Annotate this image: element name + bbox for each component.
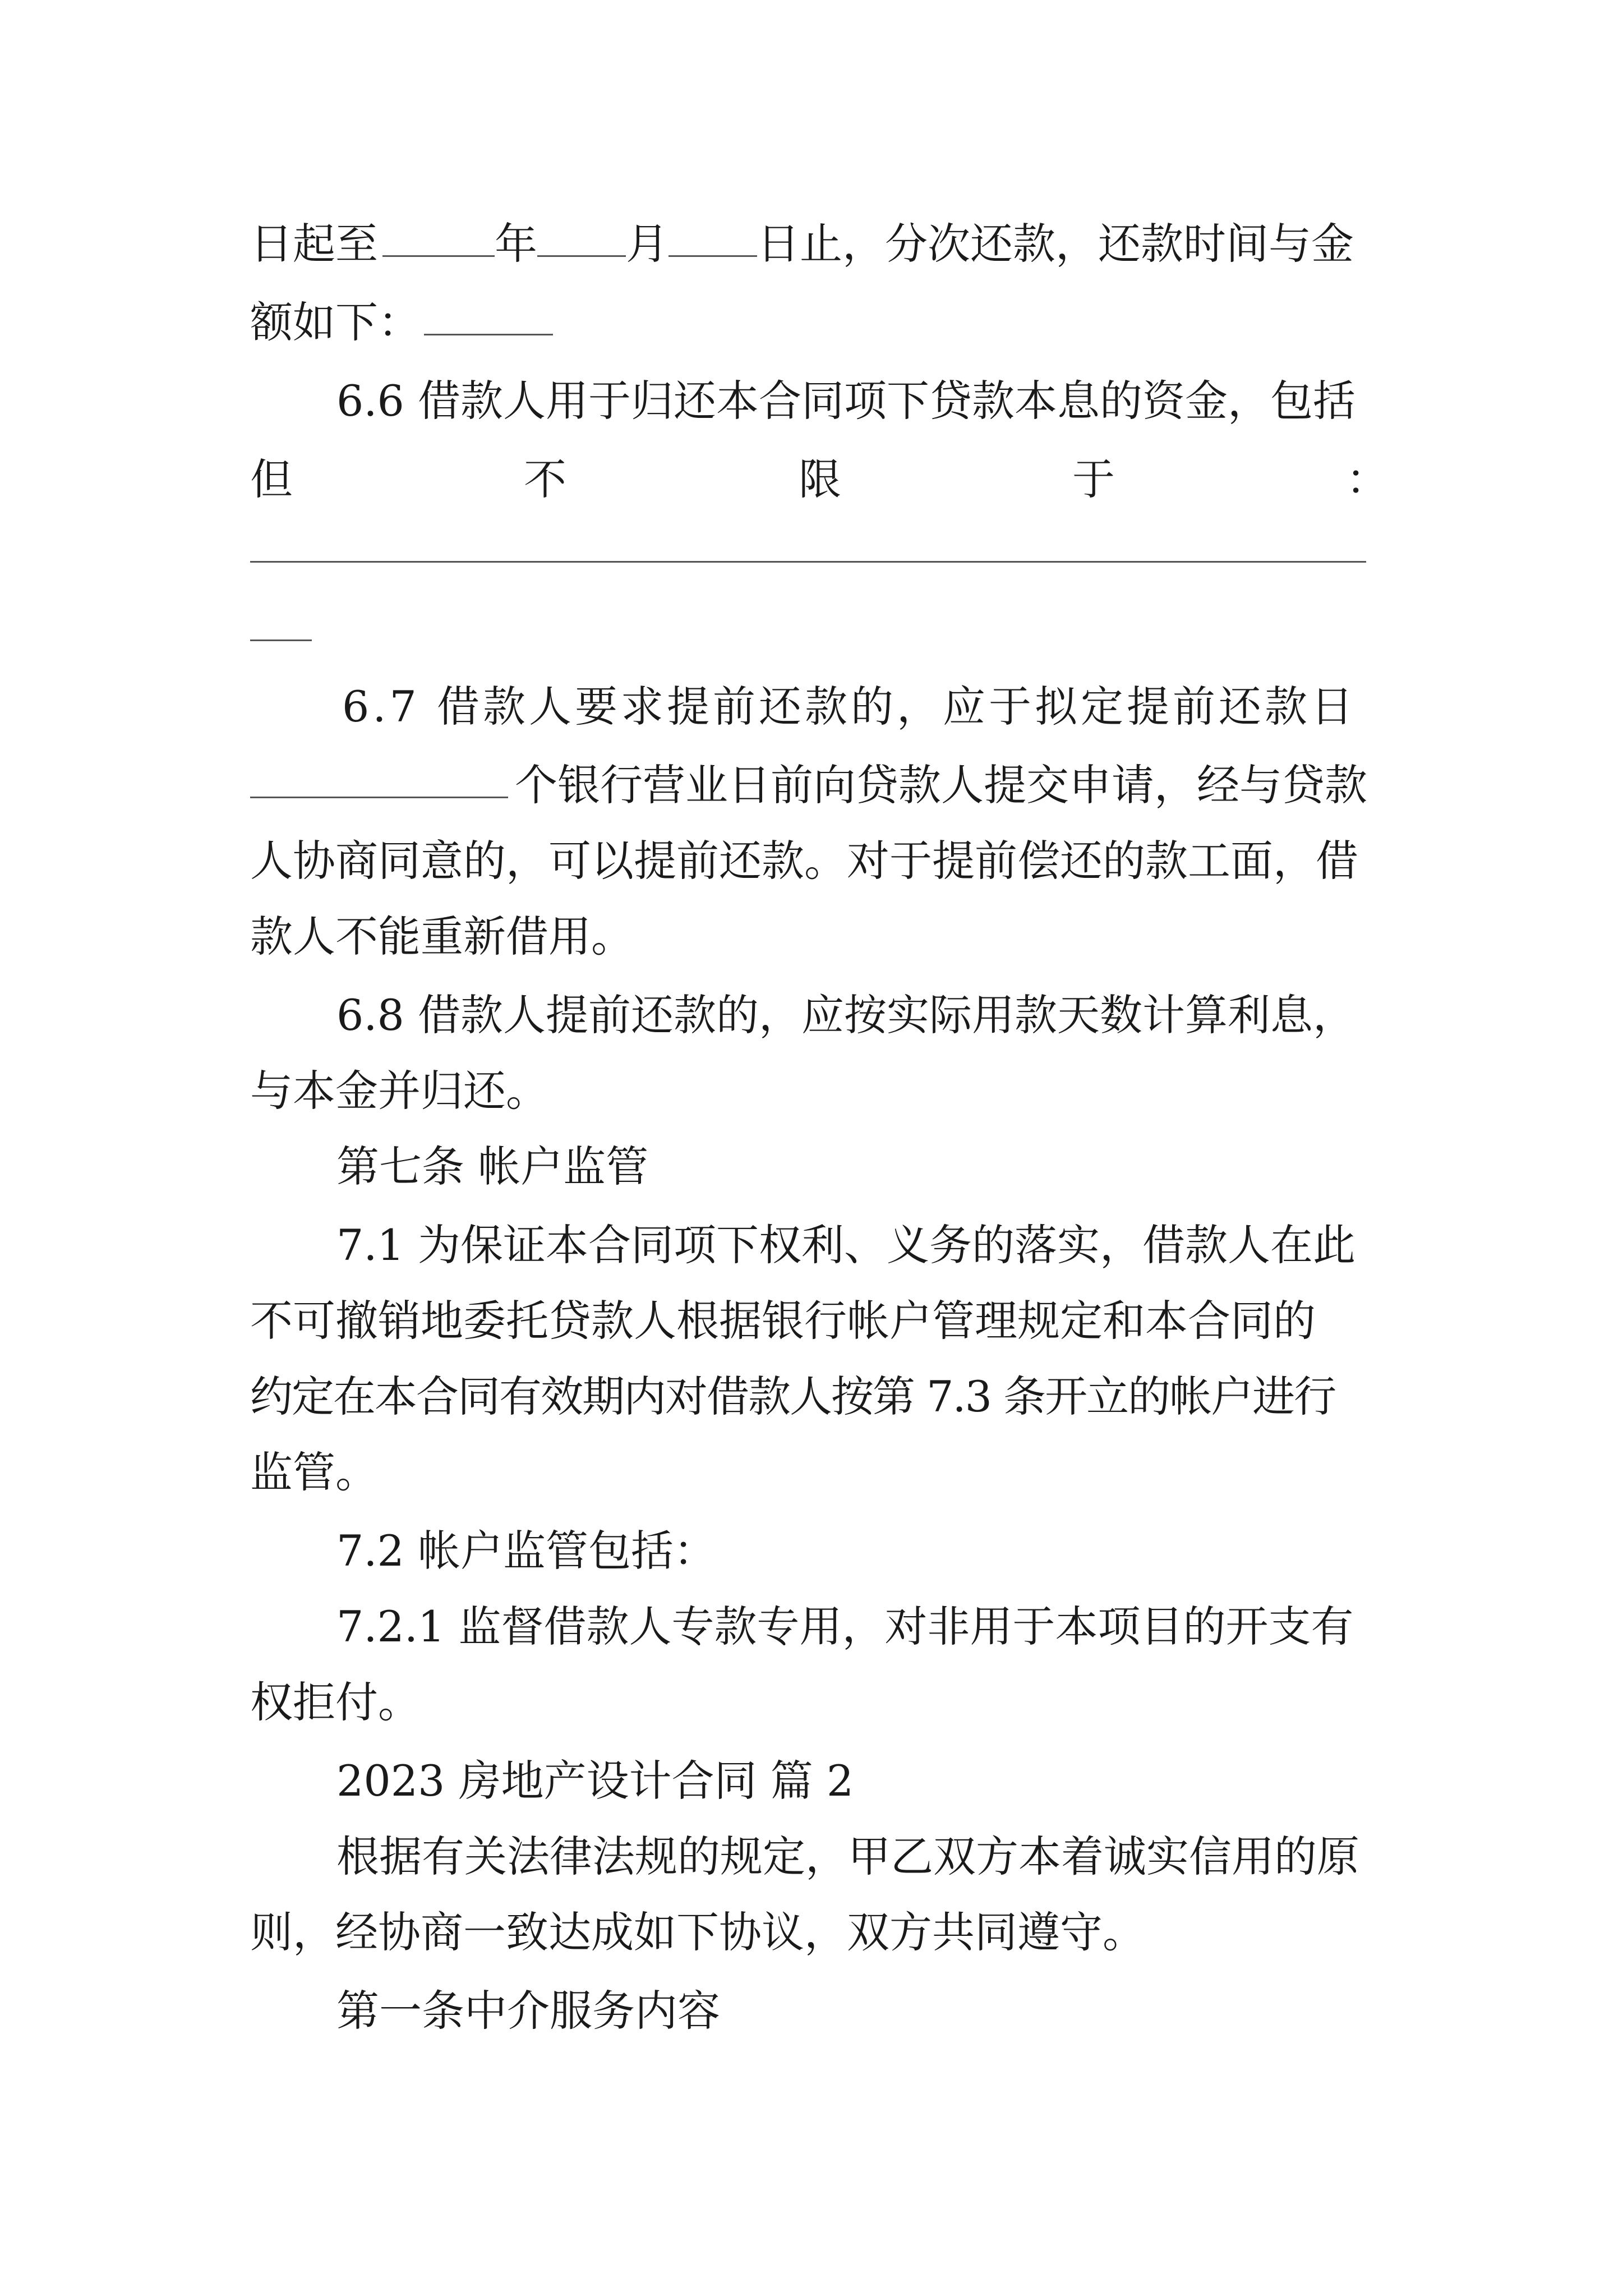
text-line — [0, 362, 1623, 440]
text-segment: 不 — [524, 454, 566, 504]
text-segment: 于 — [1072, 454, 1115, 504]
clause-7-1: 7.1 为保证本合同项下权利、义务的落实，借款人在此 — [336, 1220, 1356, 1270]
text-line — [0, 898, 1623, 976]
text-segment: 但 — [250, 454, 293, 504]
text-segment: 权拒付。 — [250, 1677, 421, 1727]
article-1-title: 第一条中介服务内容 — [336, 1986, 720, 2036]
clause-6-6: 6.6 借款人用于归还本合同项下贷款本息的资金，包括 — [336, 376, 1356, 426]
fill-in-rule — [250, 561, 1366, 563]
text-segment: 人协商同意的，可以提前还款。对于提前偿还的款工面，借 — [250, 836, 1358, 886]
clause-7-2-1: 7.2.1 监督借款人专款专用，对非用于本项目的开支有 — [336, 1602, 1354, 1651]
text-line-justified — [0, 440, 1623, 519]
text-segment: 则，经协商一致达成如下协议，双方共同遵守。 — [250, 1907, 1145, 1957]
text-segment: 日止，分次还款，还款时间与金 — [757, 219, 1354, 269]
section-2-title: 2023 房地产设计合同 篇 2 — [336, 1756, 854, 1806]
blank-year-field — [382, 205, 495, 257]
text-line — [0, 1052, 1623, 1130]
text-line — [0, 822, 1623, 900]
text-segment: ： — [1346, 454, 1389, 504]
text-segment: 约定在本合同有效期内对借款人按第 7.3 条开立的帐户进行 — [250, 1372, 1336, 1421]
text-line — [0, 668, 1623, 746]
text-segment: 限 — [799, 454, 841, 504]
text-segment: 月 — [626, 219, 668, 269]
text-segment: 日起至 — [250, 219, 378, 269]
text-line — [0, 1663, 1623, 1742]
text-segment: 不可撤销地委托贷款人根据银行帐户管理规定和本合同的 — [250, 1296, 1316, 1346]
preamble-paragraph: 根据有关法律法规的规定，甲乙双方本着诚实信用的原 — [336, 1832, 1359, 1881]
blank-day-field — [668, 205, 757, 257]
article-heading — [0, 1128, 1623, 1206]
text-line — [0, 1282, 1623, 1360]
text-line — [0, 1818, 1623, 1896]
clause-7-2: 7.2 帐户监管包括： — [336, 1526, 717, 1576]
text-segment: 个银行营业日前向贷款人提交申请，经与贷款 — [515, 760, 1367, 810]
blank-days-field — [250, 746, 508, 798]
blank-month-field — [537, 205, 626, 257]
text-line — [0, 1358, 1623, 1436]
article-7-title: 第七条 帐户监管 — [336, 1142, 649, 1191]
section-heading — [0, 1742, 1623, 1820]
text-line — [0, 1433, 1623, 1512]
text-line — [0, 283, 1623, 362]
text-line — [0, 976, 1623, 1055]
text-line — [0, 1206, 1623, 1285]
text-line — [0, 205, 1623, 283]
clause-6-8: 6.8 借款人提前还款的，应按实际用款天数计算利息， — [336, 990, 1356, 1040]
text-segment: 额如下： — [250, 297, 421, 347]
clause-6-7: 6.7 借款人要求提前还款的，应于拟定提前还款日 — [342, 682, 1357, 731]
text-line — [0, 746, 1623, 825]
text-segment: 监管。 — [250, 1447, 378, 1497]
text-line — [0, 1893, 1623, 1972]
text-line — [0, 1512, 1623, 1590]
text-line — [0, 1588, 1623, 1666]
fill-in-rule — [250, 639, 312, 641]
text-segment: 款人不能重新借用。 — [250, 912, 634, 961]
text-segment: 年 — [495, 219, 537, 269]
article-heading — [0, 1972, 1623, 2050]
blank-schedule-field — [424, 283, 553, 335]
text-segment: 与本金并归还。 — [250, 1066, 548, 1116]
